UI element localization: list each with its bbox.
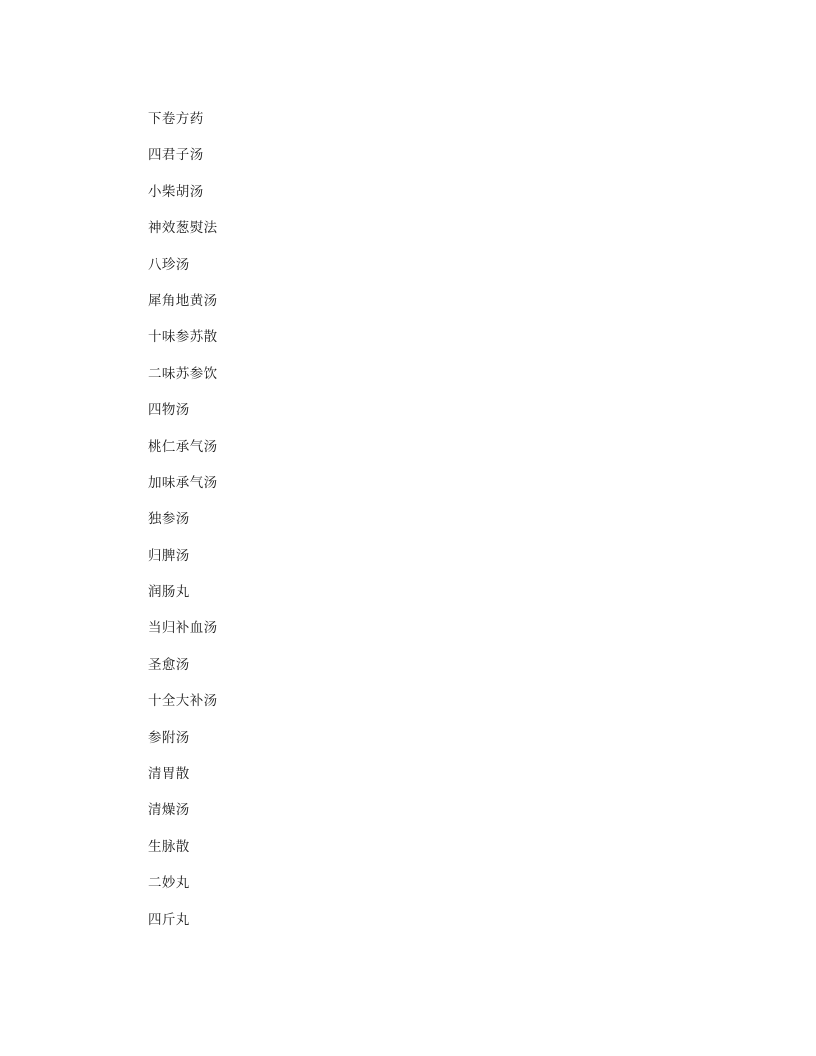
list-item: 神效葱熨法 [148, 220, 218, 236]
list-item: 二妙丸 [148, 875, 190, 891]
list-item: 生脉散 [148, 838, 190, 854]
list-item: 桃仁承气汤 [148, 438, 218, 454]
list-item: 十味参苏散 [148, 329, 218, 345]
list-item: 四斤丸 [148, 911, 190, 927]
list-item: 独参汤 [148, 511, 190, 527]
list-item: 二味苏参饮 [148, 365, 218, 381]
list-item: 当归补血汤 [148, 620, 218, 636]
list-item: 参附汤 [148, 729, 190, 745]
list-item: 清胃散 [148, 766, 190, 782]
list-item: 归脾汤 [148, 547, 190, 563]
list-item: 十全大补汤 [148, 693, 218, 709]
table-of-contents-list [148, 112, 668, 949]
list-item: 小柴胡汤 [148, 183, 204, 199]
list-item: 犀角地黄汤 [148, 292, 218, 308]
list-item: 清燥汤 [148, 802, 190, 818]
list-item: 润肠丸 [148, 584, 190, 600]
list-item: 四物汤 [148, 402, 190, 418]
list-item: 下卷方药 [148, 111, 204, 126]
list-item: 八珍汤 [148, 256, 190, 272]
list-item: 四君子汤 [148, 147, 204, 163]
list-item: 加味承气汤 [148, 474, 218, 490]
list-item: 圣愈汤 [148, 656, 190, 672]
